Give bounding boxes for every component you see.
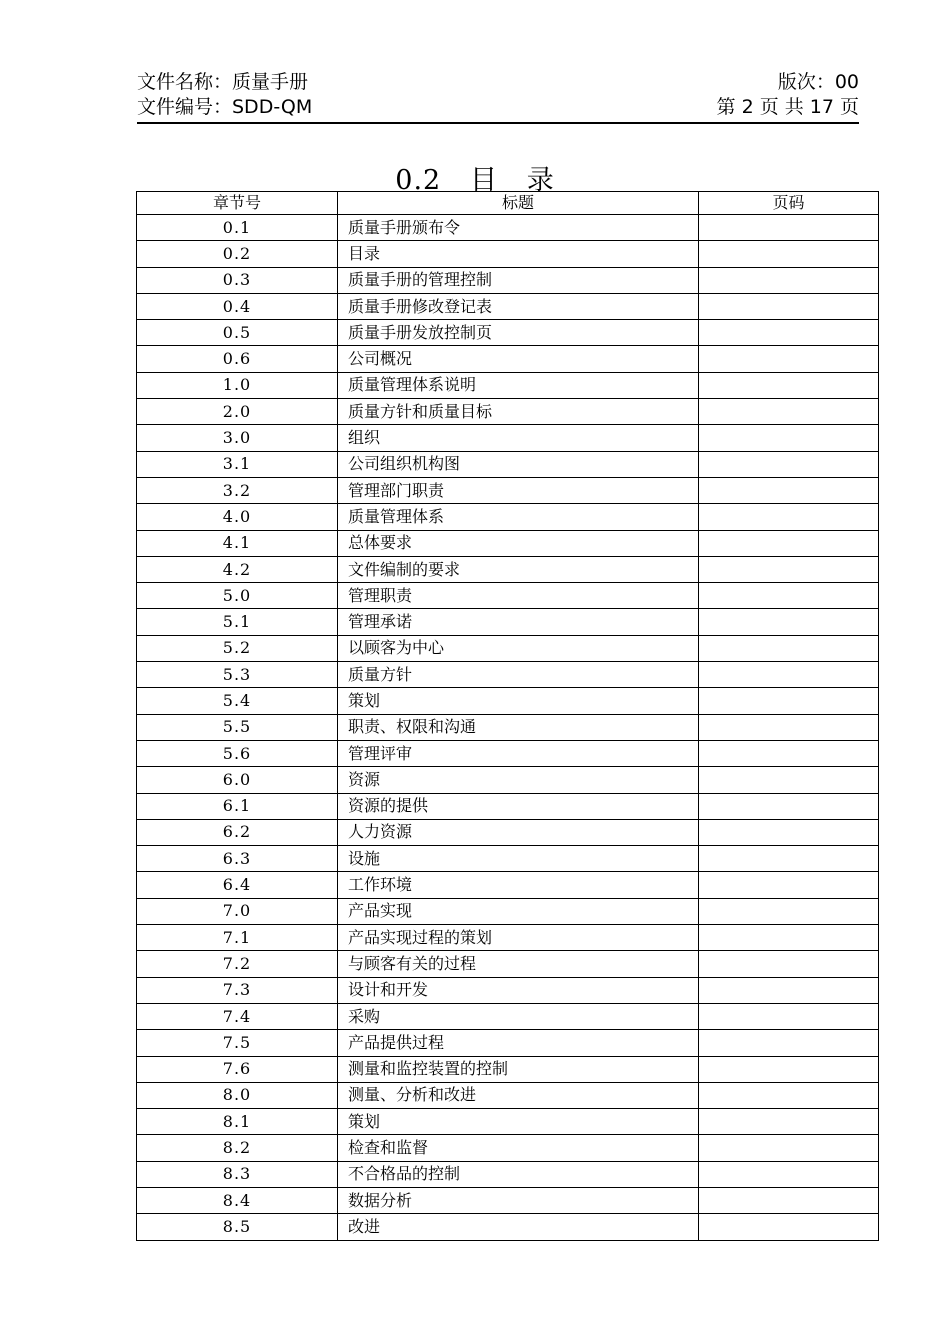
table-row [137, 1109, 879, 1135]
section-number-cell: 5.1 [137, 609, 338, 635]
section-title-cell: 职责、权限和沟通 [338, 714, 699, 740]
page-number-cell [699, 635, 879, 661]
table-row [137, 740, 879, 766]
section-number-cell: 5.0 [137, 583, 338, 609]
page-number-cell [699, 898, 879, 924]
table-row [137, 451, 879, 477]
document-number: 文件编号：SDD-QM [137, 96, 313, 118]
section-title-cell: 采购 [338, 1003, 699, 1029]
section-number-cell: 7.4 [137, 1003, 338, 1029]
section-number-cell: 4.1 [137, 530, 338, 556]
page-number-cell [699, 872, 879, 898]
section-title-cell: 不合格品的控制 [338, 1161, 699, 1187]
section-number-cell: 0.4 [137, 293, 338, 319]
section-title-cell: 工作环境 [338, 872, 699, 898]
table-row [137, 925, 879, 951]
section-number-cell: 5.4 [137, 688, 338, 714]
section-number-cell: 7.3 [137, 977, 338, 1003]
section-title-cell: 质量手册发放控制页 [338, 320, 699, 346]
section-number-cell: 3.1 [137, 451, 338, 477]
table-row [137, 609, 879, 635]
table-row [137, 635, 879, 661]
page-number-cell [699, 267, 879, 293]
section-number-cell: 4.0 [137, 504, 338, 530]
section-title-cell: 设施 [338, 846, 699, 872]
section-number-cell: 5.3 [137, 662, 338, 688]
document-name: 文件名称：质量手册 [137, 71, 309, 93]
section-title-cell: 管理部门职责 [338, 477, 699, 503]
section-title-cell: 质量管理体系说明 [338, 372, 699, 398]
section-title-cell: 质量方针和质量目标 [338, 399, 699, 425]
table-row [137, 714, 879, 740]
page-number-cell [699, 714, 879, 740]
section-number-cell: 0.1 [137, 215, 338, 241]
table-header-row [137, 192, 879, 215]
section-title-cell: 总体要求 [338, 530, 699, 556]
table-row [137, 583, 879, 609]
page-number-cell [699, 609, 879, 635]
page-number-cell [699, 504, 879, 530]
page-info: 第 2 页 共 17 页 [716, 96, 859, 118]
document-header [137, 70, 859, 124]
page-number-cell [699, 346, 879, 372]
table-row [137, 1135, 879, 1161]
header-row-2 [137, 95, 859, 120]
section-number-cell: 3.2 [137, 477, 338, 503]
section-title-cell: 策划 [338, 1109, 699, 1135]
page-number-cell [699, 846, 879, 872]
section-number-cell: 4.2 [137, 556, 338, 582]
section-title-cell: 产品实现过程的策划 [338, 925, 699, 951]
table-row [137, 293, 879, 319]
page-number-cell [699, 477, 879, 503]
page-number-cell [699, 556, 879, 582]
section-number-cell: 0.6 [137, 346, 338, 372]
page-number-cell [699, 530, 879, 556]
section-number-cell: 0.3 [137, 267, 338, 293]
table-of-contents [136, 191, 879, 1241]
page-number-cell [699, 293, 879, 319]
section-title-cell: 管理职责 [338, 583, 699, 609]
section-number-cell: 8.0 [137, 1082, 338, 1108]
section-title-cell: 检查和监督 [338, 1135, 699, 1161]
table-row [137, 399, 879, 425]
table-row [137, 951, 879, 977]
section-number-cell: 8.2 [137, 1135, 338, 1161]
table-row [137, 1003, 879, 1029]
table-row [137, 846, 879, 872]
section-number-cell: 5.2 [137, 635, 338, 661]
page-number-cell [699, 925, 879, 951]
table-row [137, 425, 879, 451]
section-number-cell: 7.1 [137, 925, 338, 951]
page-number-cell [699, 399, 879, 425]
section-number-cell: 7.5 [137, 1030, 338, 1056]
page-number-cell [699, 688, 879, 714]
section-title-cell: 质量手册的管理控制 [338, 267, 699, 293]
section-number-cell: 0.5 [137, 320, 338, 346]
table-row [137, 977, 879, 1003]
column-header-title: 标题 [338, 192, 699, 215]
column-header-section: 章节号 [137, 192, 338, 215]
table-row [137, 1214, 879, 1240]
table-row [137, 1187, 879, 1213]
section-number-cell: 0.2 [137, 241, 338, 267]
section-title-cell: 文件编制的要求 [338, 556, 699, 582]
table-row [137, 898, 879, 924]
page-number-cell [699, 662, 879, 688]
section-title-cell: 管理承诺 [338, 609, 699, 635]
header-row-1 [137, 70, 859, 95]
table-row [137, 215, 879, 241]
section-number-cell: 5.5 [137, 714, 338, 740]
table-row [137, 267, 879, 293]
section-title-cell: 测量、分析和改进 [338, 1082, 699, 1108]
table-row [137, 1056, 879, 1082]
page-number-cell [699, 583, 879, 609]
section-title-cell: 数据分析 [338, 1187, 699, 1213]
section-title-cell: 目录 [338, 241, 699, 267]
section-title-cell: 资源的提供 [338, 793, 699, 819]
page-number-cell [699, 215, 879, 241]
table-row [137, 1082, 879, 1108]
section-title-cell: 公司概况 [338, 346, 699, 372]
page-number-cell [699, 767, 879, 793]
page-title: 0.2 目 录 [395, 165, 555, 196]
table-row [137, 688, 879, 714]
section-number-cell: 8.4 [137, 1187, 338, 1213]
table-row [137, 504, 879, 530]
section-title-cell: 质量手册颁布令 [338, 215, 699, 241]
table-row [137, 241, 879, 267]
page-number-cell [699, 320, 879, 346]
section-number-cell: 2.0 [137, 399, 338, 425]
section-title-cell: 改进 [338, 1214, 699, 1240]
table-row [137, 556, 879, 582]
section-number-cell: 6.1 [137, 793, 338, 819]
section-number-cell: 5.6 [137, 740, 338, 766]
page-number-cell [699, 1082, 879, 1108]
section-title-cell: 质量管理体系 [338, 504, 699, 530]
section-title-cell: 管理评审 [338, 740, 699, 766]
section-number-cell: 8.5 [137, 1214, 338, 1240]
section-number-cell: 7.2 [137, 951, 338, 977]
table-row [137, 346, 879, 372]
section-title-cell: 产品实现 [338, 898, 699, 924]
section-title-cell: 质量方针 [338, 662, 699, 688]
page-number-cell [699, 819, 879, 845]
page-number-cell [699, 425, 879, 451]
page-number-cell [699, 1214, 879, 1240]
section-number-cell: 8.3 [137, 1161, 338, 1187]
section-title-cell: 策划 [338, 688, 699, 714]
section-number-cell: 6.2 [137, 819, 338, 845]
table-row [137, 662, 879, 688]
page-number-cell [699, 740, 879, 766]
section-title-cell: 资源 [338, 767, 699, 793]
section-number-cell: 7.6 [137, 1056, 338, 1082]
page-number-cell [699, 451, 879, 477]
section-number-cell: 8.1 [137, 1109, 338, 1135]
section-number-cell: 3.0 [137, 425, 338, 451]
page-number-cell [699, 1003, 879, 1029]
table-row [137, 1030, 879, 1056]
section-title-cell: 公司组织机构图 [338, 451, 699, 477]
table-row [137, 872, 879, 898]
section-number-cell: 6.3 [137, 846, 338, 872]
section-title-cell: 与顾客有关的过程 [338, 951, 699, 977]
section-number-cell: 6.4 [137, 872, 338, 898]
table-row [137, 477, 879, 503]
column-header-page: 页码 [699, 192, 879, 215]
table-row [137, 767, 879, 793]
section-number-cell: 1.0 [137, 372, 338, 398]
page-number-cell [699, 1161, 879, 1187]
table-row [137, 320, 879, 346]
table-row [137, 819, 879, 845]
page-number-cell [699, 1109, 879, 1135]
page-number-cell [699, 1187, 879, 1213]
section-title-cell: 人力资源 [338, 819, 699, 845]
table-row [137, 1161, 879, 1187]
table-row [137, 793, 879, 819]
page-number-cell [699, 1056, 879, 1082]
section-number-cell: 7.0 [137, 898, 338, 924]
page-number-cell [699, 372, 879, 398]
page-number-cell [699, 793, 879, 819]
page-number-cell [699, 1030, 879, 1056]
version-label: 版次：00 [777, 71, 859, 93]
section-title-cell: 测量和监控装置的控制 [338, 1056, 699, 1082]
page-number-cell [699, 951, 879, 977]
section-title-cell: 组织 [338, 425, 699, 451]
section-title-cell: 产品提供过程 [338, 1030, 699, 1056]
section-title-cell: 设计和开发 [338, 977, 699, 1003]
section-title-cell: 以顾客为中心 [338, 635, 699, 661]
table-row [137, 530, 879, 556]
page-number-cell [699, 1135, 879, 1161]
section-number-cell: 6.0 [137, 767, 338, 793]
page-number-cell [699, 241, 879, 267]
page-number-cell [699, 977, 879, 1003]
table-row [137, 372, 879, 398]
section-title-cell: 质量手册修改登记表 [338, 293, 699, 319]
